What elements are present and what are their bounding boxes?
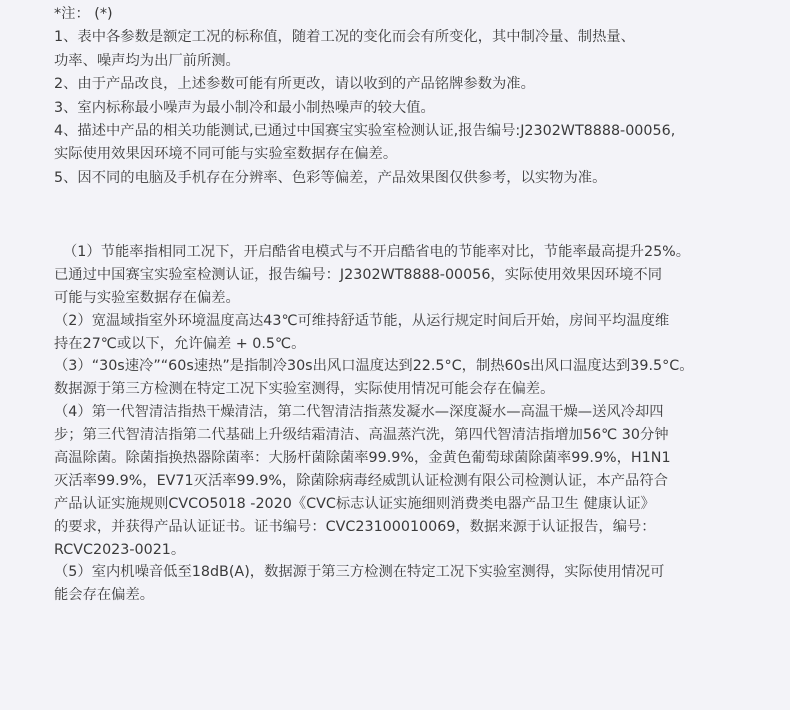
detail-line-4-cont-f: RCVC2023-0021。 — [54, 541, 186, 558]
note-line-1-cont: 功率、噪声均为出厂前所测。 — [54, 52, 240, 69]
detail-line-2-cont: 持在27℃或以下，允许偏差 + 0.5℃。 — [54, 335, 306, 352]
note-line-5: 5、因不同的电脑及手机存在分辨率、色彩等偏差，产品效果图仅供参考，以实物为准。 — [54, 169, 607, 186]
detail-line-5-cont: 能会存在偏差。 — [54, 587, 155, 604]
detail-line-4-cont-d: 产品认证实施规则CVCO5018 -2020《CVC标志认证实施细则消费类电器产品卫生 健康认证》 — [54, 495, 655, 512]
detail-line-4: （4）第一代智清洁指热干燥清洁，第二代智清洁指蒸发凝水—深度凝水—高温干燥—送风冷却四 — [54, 404, 664, 421]
note-line-2: 2、由于产品改良，上述参数可能有所更改，请以收到的产品铭牌参数为准。 — [54, 76, 535, 93]
detail-line-4-cont-c: 灭活率99.9%，EV71灭活率99.9%，除菌除病毒经威凯认证检测有限公司检测认证，本产品符合 — [54, 472, 668, 489]
notes-section — [54, 3, 784, 190]
detail-line-4-cont-e: 的要求，并获得产品认证证书。证书编号：CVC23100010069，数据来源于认证报告，编号： — [54, 518, 656, 535]
detail-line-2: （2）宽温域指室外环境温度高达43℃可维持舒适节能，从运行规定时间后开始，房间平均温度维 — [54, 312, 670, 329]
detail-line-3-cont: 数据源于第三方检测在特定工况下实验室测得，实际使用情况可能会存在偏差。 — [54, 381, 555, 398]
detail-line-5: （5）室内机噪音低至18dB(A)，数据源于第三方检测在特定工况下实验室测得，实际使用情况可 — [54, 564, 665, 581]
detail-line-1: （1）节能率指相同工况下，开启酷省电模式与不开启酷省电的节能率对比，节能率最高提升25%。 — [63, 244, 691, 260]
note-line-3: 3、室内标称最小噪声为最小制冷和最小制热噪声的较大值。 — [54, 99, 435, 116]
detail-line-1-cont-a: 已通过中国赛宝实验室检测认证，报告编号：J2302WT8888-00056，实际使用效果因环境不同 — [54, 266, 662, 283]
detail-line-4-cont-a: 步；第三代智清洁指第二代基础上升级结霜清洁、高温蒸汽洗，第四代智清洁指增加56℃ 30分钟 — [54, 427, 669, 444]
detail-line-3: （3）“30s速冷”“60s速热”是指制冷30s出风口温度达到22.5°C，制热60s出风口温度达到39.5°C。 — [54, 358, 694, 375]
detail-line-4-cont-b: 高温除菌。除菌指换热器除菌率：大肠杆菌除菌率99.9%，金黄色葡萄球菌除菌率99.9%，H1N1 — [54, 450, 671, 467]
note-line-4-cont: 实际使用效果因环境不同可能与实验室数据存在偏差。 — [54, 146, 398, 163]
notes-header: *注： (*) — [54, 6, 113, 22]
details-section — [54, 241, 784, 607]
note-line-1: 1、表中各参数是额定工况的标称值，随着工况的变化而会有所变化，其中制冷量、制热量、 — [54, 29, 635, 46]
note-line-4: 4、描述中产品的相关功能测试,已通过中国赛宝实验室检测认证,报告编号:J2302WT8888-00056, — [54, 122, 676, 139]
detail-line-1-cont-b: 可能与实验室数据存在偏差。 — [54, 289, 240, 306]
